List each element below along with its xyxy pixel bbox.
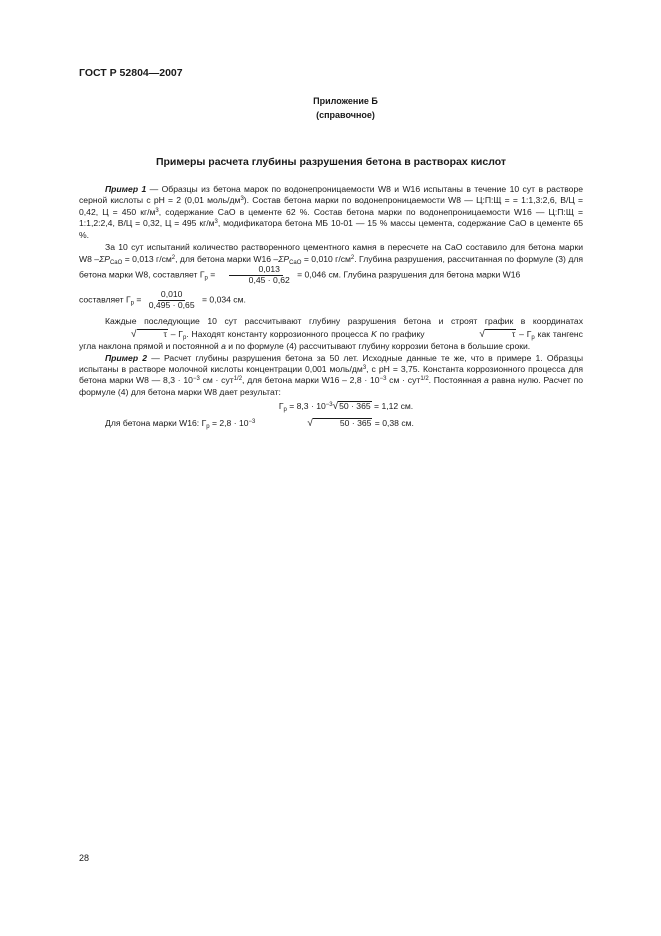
text: , для бетона марки W16 – 2,8 · 10 [242,375,380,386]
text: За 10 сут испытаний количество растворенного цементного камня в пересчете на СаО составило для бетона марки W8 – [79,242,583,264]
text: . Находят константу коррозионного процесса [186,328,372,339]
appendix-note: (справочное) [316,109,375,120]
subscript: р [206,423,210,430]
fraction-denominator: 0,495 · 0,65 [148,299,195,310]
text: = 8,3 · 10 [286,401,326,412]
superscript: −3 [379,376,387,383]
text: см · сут [386,375,421,386]
text: , с рН = 3,75. Константа коррозионного процесса для бетона марки W8 — 8,3 · 10 [79,364,584,386]
document-code: ГОСТ Р 52804—2007 [79,67,183,79]
radicand: 50 · 365 [313,418,373,428]
superscript: 1/2 [420,376,429,383]
text: , модификатора бетона МБ 10-01 — 15 % массы цемента, содержание СаО в цементе 65 %. [79,218,584,240]
text: = [133,294,144,305]
text: и по формуле (4) рассчитывают глубину коррозии бетона в большие сроки. [225,341,531,352]
text: = 0,010 г/см [301,253,351,264]
text: = 2,8 · 10 [209,417,249,428]
text: по графику [376,328,428,339]
superscript: 3 [240,196,244,203]
text: Для бетона марки W16: Г [105,417,207,428]
example-1-lead: Пример 1 [105,184,147,194]
text: . Постоянная [428,375,485,386]
subscript: CaO [289,259,302,266]
example-2-paragraph [79,353,583,399]
subscript: CaO [109,259,123,266]
text: = 1,12 см. [371,401,414,412]
sigma-p-symbol: ΣP [99,253,110,264]
radical-sign-icon: √ [332,401,339,413]
fraction-numerator: 0,013 [229,265,283,276]
superscript: 3 [214,219,218,226]
formula-lhs: Г [278,401,284,412]
text: . Глубина разрушения, рассчитанная по формуле (3) для бетона марки W8, составляет Г [79,253,584,280]
fraction-numerator: 0,010 [158,290,186,301]
text: , для бетона марки W16 – [175,253,279,264]
sigma-p-symbol: ΣP [278,253,290,264]
fraction-denominator: 0,45 · 0,62 [248,274,290,285]
text: см · сут [199,375,234,386]
superscript: 2 [171,254,176,261]
paragraph-results-10-days [79,242,583,286]
subscript: р [204,275,208,282]
superscript: 3 [362,365,367,372]
sqrt-expression [255,417,372,430]
constant-a: a [221,341,226,352]
radical-sign-icon: √ [479,328,485,340]
superscript: 1/2 [233,376,243,383]
sqrt-expression [333,400,372,413]
page-number: 28 [79,853,90,863]
section-title: Примеры расчета глубины разрушения бетона в растворах кислот [155,156,507,168]
superscript: −3 [248,418,256,425]
text: – Г [167,328,183,339]
superscript: −3 [325,402,333,409]
text: Каждые последующие 10 сут рассчитывают глубину разрушения бетона и строят график в координатах [105,316,583,327]
sqrt-tau [79,328,168,341]
text: равна нулю. Расчет по формуле (4) для бетона марки W8 дает результат: [79,375,583,397]
text: составляет Г [79,294,131,305]
text: – Г [516,328,532,339]
constant-k: K [371,328,377,339]
constant-a: a [484,375,489,386]
paragraph-w16-result [79,288,583,311]
text: = 0,38 см. [372,417,414,428]
sqrt-tau [427,328,516,341]
formula-w8 [79,400,583,413]
radical-sign-icon: √ [307,417,313,429]
text: ). Состав бетона марки по водонепроницаемости W8 — Ц:П:Щ = = 1:1,3:2,6, В/Ц = 0,42, Ц = 450 кг/м [79,195,583,217]
appendix-label: Приложение Б [313,96,378,106]
text: = 0,046 см. Глубина разрушения для бетона марки W16 [294,269,521,280]
superscript: −3 [192,376,200,383]
text: = [207,269,218,280]
subscript: р [182,334,187,341]
subscript: р [531,334,535,341]
fraction-w16 [146,290,198,311]
superscript: 3 [155,207,159,214]
subscript: р [283,407,287,414]
text: как тангенс угла наклона прямой и постоянной [79,328,583,352]
subscript: р [130,300,134,307]
example-2-lead: Пример 2 [105,352,148,363]
text: — Расчет глубины разрушения бетона за 50 лет. Исходные данные те же, что в примере 1. Образцы испытаны в растворе молочной кислоты концентрации 0,001 моль/дм [79,352,583,375]
text: = 0,013 г/см [122,253,172,264]
paragraph-graph-method [79,316,583,352]
formula-w16 [79,417,583,430]
appendix-heading [0,95,661,123]
radical-sign-icon: √ [131,328,137,340]
radicand: 50 · 365 [339,401,371,412]
superscript: 2 [350,254,355,261]
text: , содержание СаО в цементе 62 %. Состав бетона марки по водонепроницаемости W16 — Ц:П:Щ = 1:1,2:2,4, В/Ц = 0,32, Ц = 495 кг/м [79,206,583,229]
text: = 0,034 см. [199,294,246,305]
radicand: τ [485,329,516,339]
radicand: τ [137,329,168,339]
fraction-w8 [220,265,293,286]
example-1-paragraph [79,184,583,241]
document-body [79,184,583,430]
text: — Образцы из бетона марок по водонепроницаемости W8 и W16 испытаны в течение 10 сут в растворе серной кислоты с рН = 2 (0,01 моль/дм [79,184,583,206]
